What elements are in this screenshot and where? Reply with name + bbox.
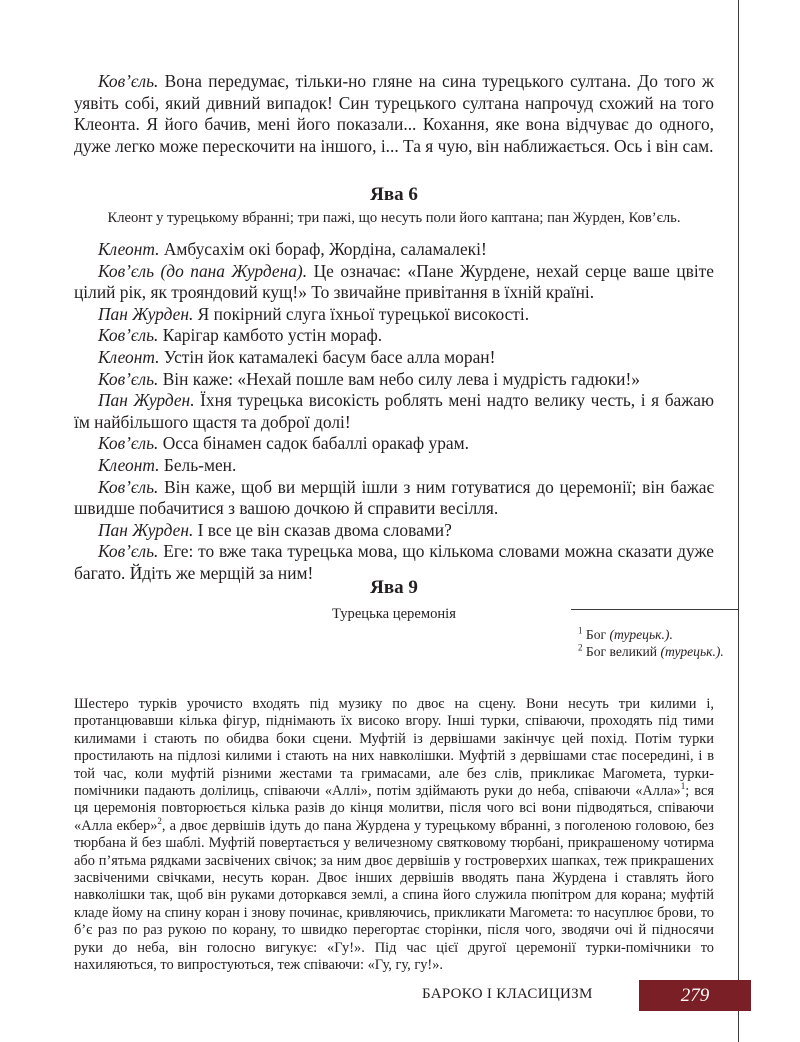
dialogue-line <box>74 347 714 369</box>
dialogue-line <box>74 455 714 477</box>
dialogue-line <box>74 390 714 433</box>
section-title: БАРОКО І КЛАСИЦИЗМ <box>422 986 593 1002</box>
footnote-note: (турецьк.). <box>609 627 673 642</box>
line-text: Вона передумає, тільки-но гляне на сина турецького султана. До того ж уявіть собі, який дивний випадок! Син турецького султана напрочуд схожий на того Клеонта. Я його бачив, мені його показали... Кохання, яке вона відчуває до одного, дуже легко може перескочити на іншого, і... Та я чую, він наближається. Ось і він сам. <box>74 71 714 156</box>
speaker-name: Ков’єль. <box>98 433 159 454</box>
footnotes <box>578 626 738 660</box>
dialogue-line <box>74 433 714 455</box>
footnote-ref: 1 <box>680 781 686 792</box>
line-text: Він каже, щоб ви мерщій ішли з ним готуватися до церемонії; він бажає швидше побачитися з вашою дочкою й справити весілля. <box>74 476 714 519</box>
scene-9-body <box>74 626 714 975</box>
scene-6-stage-direction: Клеонт у турецькому вбранні; три пажі, що несуть поли його каптана; пан Журден, Ков’єль. <box>107 210 681 226</box>
page-number: 279 <box>639 980 751 1011</box>
scene-6 <box>74 184 714 585</box>
dialogue-line <box>74 304 714 326</box>
speaker-name: Клеонт. <box>98 454 160 475</box>
scene-9 <box>74 577 714 623</box>
line-text: Еге: то вже така турецька мова, що кількома словами можна сказати дуже багато. Йдіть же мерщій за ним! <box>74 541 714 583</box>
speaker-name: Пан Журден. <box>98 303 194 324</box>
line-text: Я покірний слуга їхньої турецької високості. <box>193 303 530 324</box>
scene-6-dialogue <box>74 239 714 585</box>
intro-paragraph <box>74 71 714 157</box>
footnote-ref: 2 <box>157 816 162 827</box>
line-text: Амбусахім окі бораф, Жордіна, саламалекі! <box>159 239 487 259</box>
footnote-note: (турецьк.). <box>660 644 724 659</box>
speaker-name: Пан Журден. <box>98 519 194 540</box>
scene-6-title: Ява 6 <box>370 184 418 205</box>
line-text: Він каже: «Нехай пошле вам небо силу лева і мудрість гадюки!» <box>158 368 640 389</box>
footnote-number: 1 <box>578 625 583 636</box>
dialogue-line <box>74 520 714 542</box>
ceremony-text: Шестеро турків урочисто входять під музику по двоє на сцену. Вони несуть три килими і, протанцювавши кілька фігур, піднімають їх високо вгору. Інші турки, співаючи, проходять під тими килимами і стають по обидва боки сцени. Муфтій із дервішами закінчує цей похід. Потім турки простилають на підлозі килими і стають на них навколішки. Муфтій з дервішами стає посередині, і в той час, коли муфтій різними жестами та гримасами, але без слів, прикликає Магомета, турки-помічники падають долілиць, співаючи «Аллі», потім здіймають руки до неба, співаючи «Алла» <box>74 696 714 800</box>
footnote-item <box>578 626 738 643</box>
dialogue-line <box>74 325 714 347</box>
scene-9-title: Ява 9 <box>370 577 418 598</box>
footnote-word: Бог великий <box>585 644 661 659</box>
intro-block <box>74 71 714 157</box>
speaker-name: Ков’єль. <box>98 541 159 562</box>
speaker-name: Ков’єль. <box>98 71 159 91</box>
footnote-item <box>578 643 738 660</box>
speaker-name: Пан Журден. <box>98 390 195 411</box>
speaker-name: Клеонт. <box>98 346 160 367</box>
margin-rule <box>738 0 739 1042</box>
line-text: І все це він сказав двома словами? <box>193 519 452 540</box>
speaker-name: Ков’єль. <box>98 476 159 497</box>
line-text: Карігар камбото устін мораф. <box>158 325 383 346</box>
ceremony-text: , а двоє дервішів ідуть до пана Журдена у турецькому вбранні, з поголеною головою, без тюрбана й без шаблі. Муфтій повертається у величезному святковому тюрбані, прикрашеному чотирма або п’ятьма рядками засвічених свічок; за ним двоє дервішів у гостроверхих шапках, теж прикрашених засвіченими свічками, несуть коран. Двоє інших дервішів вводять пана Журдена і ставлять його навколішки так, щоб він руками доторкався землі, а спина його служила пюпітром для корана; муфтій кладе йому на спину коран і знову починає, кривляючись, прикликати Магомета: то насуплює брови, то б’є раз по раз рукою по корану, то швидко перегортає сторінки, після чого, зводячи очі й підносячи руки до неба, він голосно вигукує: «Гу!». Під час цієї другої церемонії турки-помічники то нахиляються, то випростуються, теж співаючи: «Гу, гу, гу!». <box>74 817 714 974</box>
ceremony-paragraph <box>74 626 714 975</box>
footnote-number: 2 <box>578 642 583 653</box>
speaker-name: Ков’єль. <box>98 368 159 389</box>
dialogue-line <box>74 261 714 304</box>
scene-9-subtitle: Турецька церемонія <box>332 606 456 622</box>
dialogue-line <box>74 477 714 520</box>
line-text: Осса бінамен садок бабаллі оракаф урам. <box>158 433 469 454</box>
speaker-name: Ков’єль (до пана Журдена). <box>98 260 308 281</box>
footnote-word: Бог <box>585 627 610 642</box>
ceremony-text: ; вся ця церемонія повторюється кілька разів до кінця молитви, після чого всі вони підводяться, співаючи «Алла екбер» <box>74 783 714 834</box>
speaker-name: Клеонт. <box>98 239 160 259</box>
line-text: Бель-мен. <box>159 454 237 475</box>
speaker-name: Ков’єль. <box>98 325 159 346</box>
line-text: Це означає: «Пане Журдене, нехай серце ваше цвіте цілий рік, як трояндовий кущ!» То звичайне привітання в їхній країні. <box>74 260 714 303</box>
dialogue-line <box>74 369 714 391</box>
dialogue-line <box>74 239 714 261</box>
line-text: Устін йок катамалекі басум басе алла моран! <box>159 346 496 367</box>
line-text: Їхня турецька високість роблять мені надто велику честь, і я бажаю їм найбільшого щастя та доброї долі! <box>74 390 714 432</box>
